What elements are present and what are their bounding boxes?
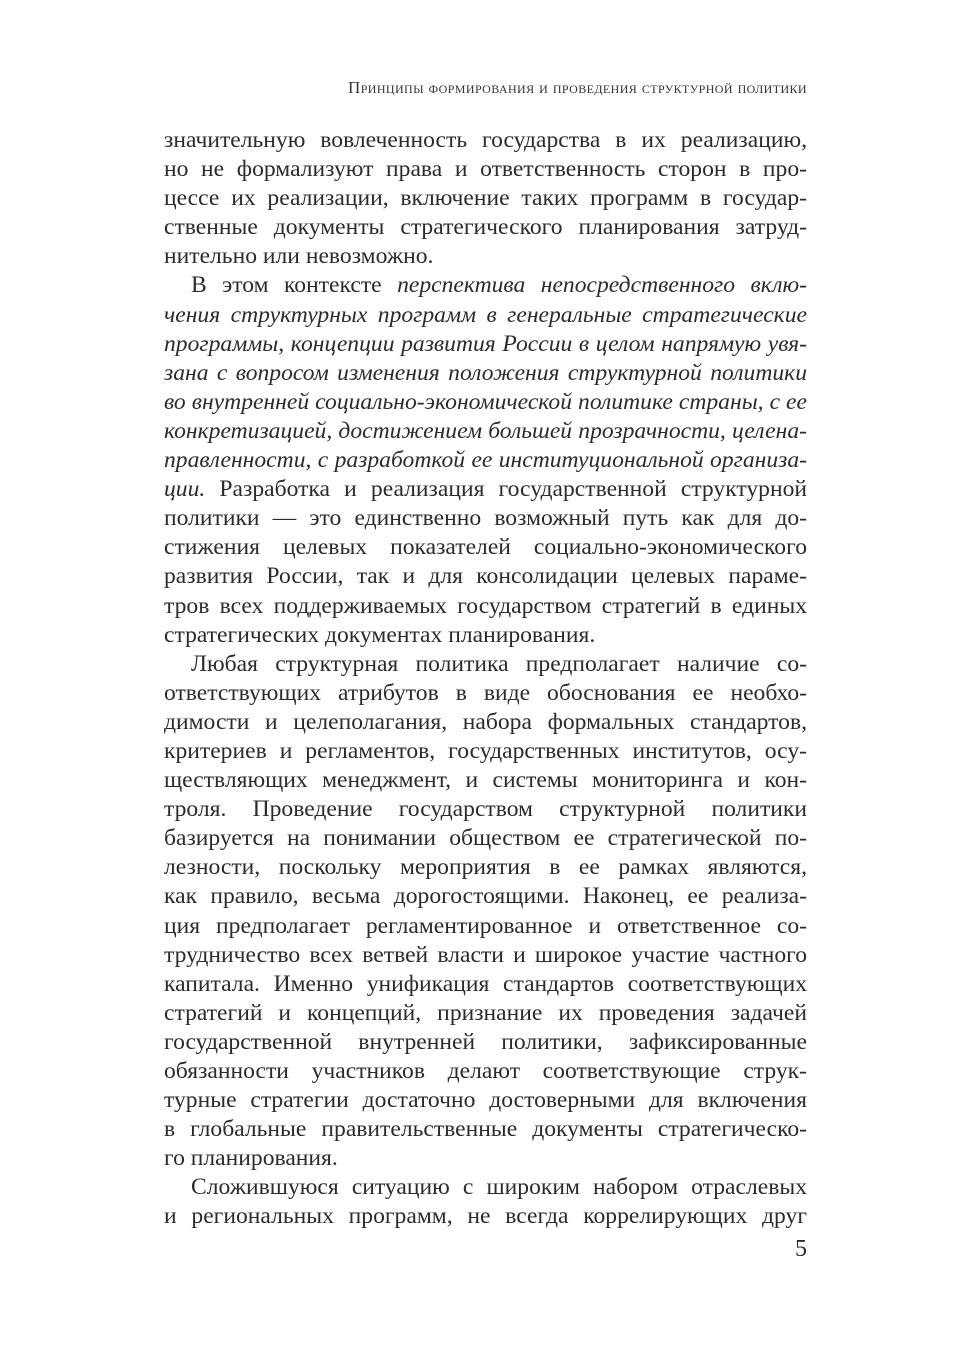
text-line: правленности, с разработкой ее институциональной организа- (164, 447, 807, 474)
text-line: димости и целеполагания, набора формальных стандартов, (164, 708, 807, 735)
text-line (164, 271, 807, 300)
text-line: лезности, поскольку мероприятия в ее рамках являются, (164, 854, 807, 881)
paragraph (164, 271, 807, 649)
text-line: критериев и регламентов, государственных институтов, осу- (164, 737, 807, 764)
text-line: го планирования. (164, 1145, 338, 1172)
text-line: значительную вовлеченность государства в их реализацию, (164, 127, 807, 153)
text-line: троля. Проведение государством структурной политики (164, 796, 807, 823)
text-line: Сложившуюся ситуацию с широким набором отраслевых (191, 1174, 807, 1201)
text-line (164, 475, 807, 504)
paragraph (164, 1173, 807, 1231)
paragraph (164, 126, 807, 271)
text-line: цессе их реализации, включение таких программ в государ- (164, 185, 807, 212)
regular-text: Разработка и реализация государственной структурной (205, 476, 807, 503)
regular-text: В этом контексте (191, 272, 398, 299)
text-line: как правило, весьма дорогостоящими. Наконец, ее реализа- (164, 883, 807, 910)
running-head: Принципы формирования и проведения структурной политики (348, 78, 807, 97)
body-text (164, 126, 807, 1232)
text-line: во внутренней социально-экономической политике страны, с ее (164, 388, 807, 415)
italic-text: ции. (164, 476, 206, 503)
text-line: государственной внутренней политики, зафиксированные (164, 1028, 807, 1055)
text-line: тров всех поддерживаемых государством стратегий в единых (164, 592, 807, 619)
text-line: ственные документы стратегического планирования затруд- (164, 214, 807, 241)
text-line: трудничество всех ветвей власти и широкое участие частного (164, 941, 807, 968)
text-line: зана с вопросом изменения положения структурной политики (164, 359, 807, 386)
text-line: нительно или невозможно. (164, 243, 434, 270)
paragraph (164, 650, 807, 1174)
text-line: и региональных программ, не всегда коррелирующих друг (164, 1203, 807, 1230)
text-line: ответствующих атрибутов в виде обоснования ее необхо- (164, 679, 807, 706)
text-line: конкретизацией, достижением большей прозрачности, целена- (164, 417, 807, 444)
text-line: стратегий и концепций, признание их проведения задачей (164, 999, 807, 1026)
text-line: программы, концепции развития России в целом напрямую увя- (164, 330, 807, 357)
text-line: ция предполагает регламентированное и ответственное со- (164, 912, 807, 939)
text-line: ществляющих менеджмент, и системы мониторинга и кон- (164, 767, 807, 794)
text-line: чения структурных программ в генеральные стратегические (164, 301, 807, 328)
page-number: 5 (795, 1236, 807, 1262)
text-line: капитала. Именно унификация стандартов соответствующих (164, 970, 807, 997)
text-line: стижения целевых показателей социально-экономического (164, 534, 807, 561)
text-line: политики — это единственно возможный путь как для до- (164, 505, 807, 532)
text-line: базируется на понимании обществом ее стратегической по- (164, 825, 807, 852)
text-line: но не формализуют права и ответственность сторон в про- (164, 156, 807, 183)
italic-text: перспектива непосредственного вклю- (397, 272, 808, 299)
text-line: обязанности участников делают соответствующие струк- (164, 1058, 807, 1084)
text-line: турные стратегии достаточно достоверными для включения (164, 1087, 807, 1114)
text-line: Любая структурная политика предполагает наличие со- (191, 650, 807, 677)
text-line: в глобальные правительственные документы стратегическо- (164, 1116, 807, 1143)
text-line: развития России, так и для консолидации целевых параме- (164, 563, 807, 590)
text-line: стратегических документах планирования. (164, 621, 596, 648)
